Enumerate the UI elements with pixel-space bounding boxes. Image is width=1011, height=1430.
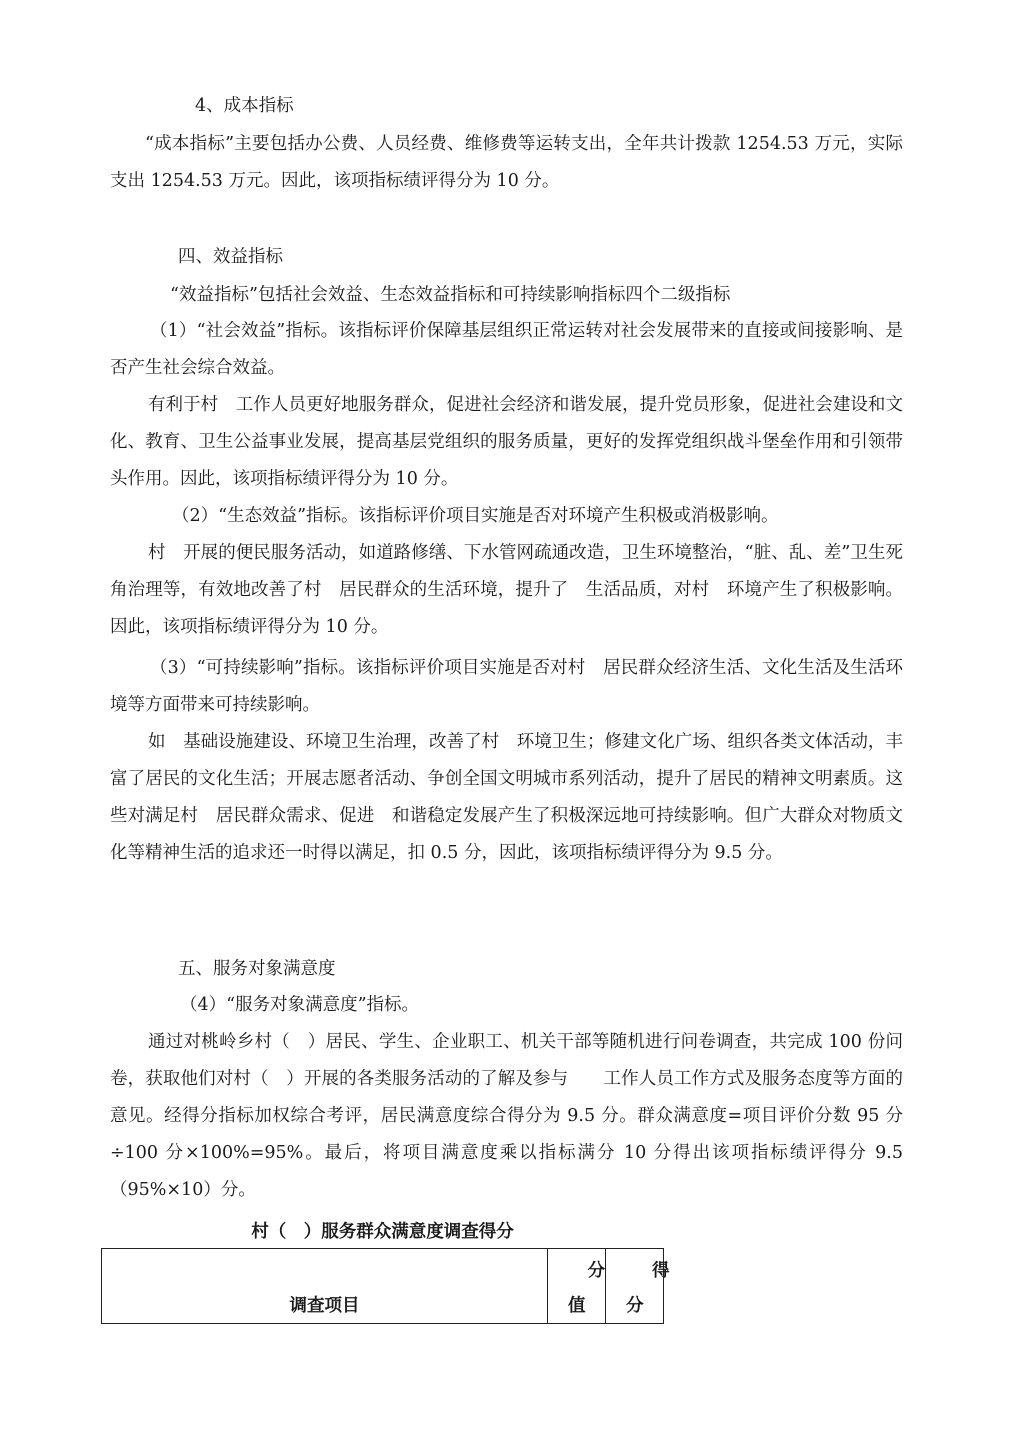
header-score-bottom: 分 <box>626 1296 644 1316</box>
benefit-intro: “效益指标”包括社会效益、生态效益指标和可持续影响指标四个二级指标 <box>170 285 731 305</box>
header-value-bottom: 值 <box>568 1296 586 1316</box>
header-score <box>606 1249 670 1324</box>
eco-benefit-definition: （2）“生态效益”指标。该指标评价项目实施是否对环境产生积极或消极影响。 <box>172 506 779 526</box>
satisfaction-paragraph: 通过对桃岭乡村（ ）居民、学生、企业职工、机关干部等随机进行问卷调查，共完成 100 份问卷，获取他们对村（ ）开展的各类服务活动的了解及参与 工作人员工作方式及服务态度等方面的意见。经得分指标加权综合考评，居民满意度综合得分为 9.5 分。群众满意度=项目评价分数 95 分÷100 分×100%=95%。最后，将项目满意度乘以指标满分 10 分得出该项指标绩评得分 9.5（95%×10）分。 <box>110 1032 903 1200</box>
table-header-row <box>102 1249 664 1324</box>
header-score-top: 得 <box>652 1261 670 1281</box>
header-value <box>548 1249 606 1324</box>
social-benefit-paragraph: 有利于村 工作人员更好地服务群众，促进社会经济和谐发展，提升党员形象，促进社会建设和文化、教育、卫生公益事业发展，提高基层党组织的服务质量，更好的发挥党组织战斗堡垒作用和引领带头作用。因此，该项指标绩评得分为 10 分。 <box>110 395 903 489</box>
cost-paragraph: “成本指标”主要包括办公费、人员经费、维修费等运转支出，全年共计拨款 1254.53 万元，实际支出 1254.53 万元。因此，该项指标绩评得分为 10 分。 <box>110 134 903 191</box>
cost-heading: 4、成本指标 <box>195 96 294 116</box>
social-benefit-definition: （1）“社会效益”指标。该指标评价保障基层组织正常运转对社会发展带来的直接或间接影响、是否产生社会综合效益。 <box>110 321 903 378</box>
survey-score-table <box>101 1248 670 1324</box>
sustain-definition: （3）“可持续影响”指标。该指标评价项目实施是否对村 居民群众经济生活、文化生活及生活环境等方面带来可持续影响。 <box>110 658 903 715</box>
satisfaction-definition: （4）“服务对象满意度”指标。 <box>180 995 420 1015</box>
header-survey-item-label: 调查项目 <box>289 1296 360 1316</box>
table-title: 村（ ）服务群众满意度调查得分 <box>251 1222 514 1242</box>
eco-benefit-paragraph: 村 开展的便民服务活动，如道路修缮、下水管网疏通改造，卫生环境整治，“脏、乱、差”卫生死角治理等，有效地改善了村 居民群众的生活环境，提升了 生活品质，对村 环境产生了积极影响。因此，该项指标绩评得分为 10 分。 <box>110 543 903 637</box>
header-survey-item <box>102 1249 548 1324</box>
sustain-paragraph: 如 基础设施建设、环境卫生治理，改善了村 环境卫生；修建文化广场、组织各类文体活动，丰富了居民的文化生活；开展志愿者活动、争创全国文明城市系列活动，提升了居民的精神文明素质。这些对满足村 居民群众需求、促进 和谐稳定发展产生了积极深远地可持续影响。但广大群众对物质文化等精神生活的追求还一时得以满足，扣 0.5 分，因此，该项指标绩评得分为 9.5 分。 <box>110 732 903 863</box>
benefit-heading: 四、效益指标 <box>178 247 283 267</box>
header-value-top: 分 <box>587 1261 605 1281</box>
satisfaction-heading: 五、服务对象满意度 <box>178 959 336 979</box>
